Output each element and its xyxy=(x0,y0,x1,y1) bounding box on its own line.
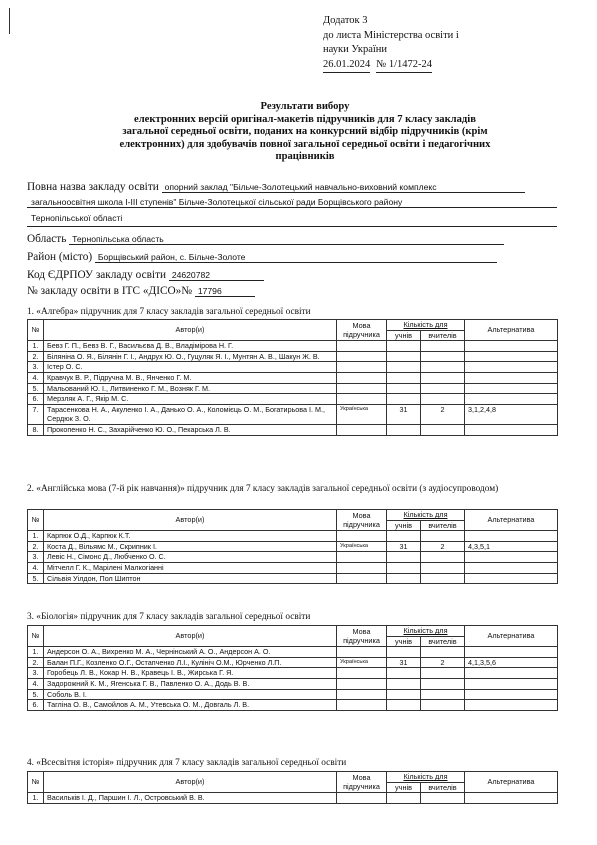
institution-name-field xyxy=(27,181,525,193)
row-students-count xyxy=(387,668,421,679)
row-students-count xyxy=(387,678,421,689)
addendum-line-3: науки України xyxy=(323,44,388,55)
row-number: 1. xyxy=(28,341,44,352)
row-alternative xyxy=(465,362,558,373)
header-language: Мова підручника xyxy=(337,772,387,793)
row-alternative xyxy=(465,531,558,542)
row-alternative xyxy=(465,383,558,394)
row-students-count xyxy=(387,531,421,542)
row-teachers-count xyxy=(421,341,465,352)
row-language xyxy=(337,351,387,362)
row-authors: Бевз Г. П., Бевз В. Г., Васильєва Д. В., Владімірова Н. Г. xyxy=(44,341,337,352)
row-authors: Левіс Н., Сімонс Д., Любченко О. С. xyxy=(44,552,337,563)
letter-reference xyxy=(323,58,459,74)
row-number: 3. xyxy=(28,362,44,373)
edrpou-field xyxy=(27,269,264,281)
row-teachers-count xyxy=(421,552,465,563)
oblast-label: Область xyxy=(27,233,67,245)
row-alternative: 4,3,5,1 xyxy=(465,541,558,552)
row-language: Українська xyxy=(337,657,387,668)
table-row xyxy=(28,689,558,700)
row-alternative xyxy=(465,668,558,679)
district-field xyxy=(27,251,497,263)
row-number: 1. xyxy=(28,647,44,658)
header-authors: Автор(и) xyxy=(44,320,337,341)
row-authors: Задорожний К. М., Ягенська Г. В., Павленко О. А., Додь В. В. xyxy=(44,678,337,689)
row-authors: Мерзляк А. Г., Якір М. С. xyxy=(44,394,337,405)
letter-date: 26.01.2024 xyxy=(323,58,370,74)
section-1-title: 1. «Алгебра» підручник для 7 класу закладів загальної середньої освіти xyxy=(27,307,311,317)
header-language: Мова підручника xyxy=(337,510,387,531)
row-teachers-count xyxy=(421,531,465,542)
row-number: 2. xyxy=(28,541,44,552)
row-alternative xyxy=(465,351,558,362)
header-quantity: Кількість для xyxy=(387,626,465,637)
row-alternative xyxy=(465,573,558,584)
row-language xyxy=(337,678,387,689)
row-alternative xyxy=(465,394,558,405)
row-students-count xyxy=(387,383,421,394)
row-teachers-count xyxy=(421,383,465,394)
header-language: Мова підручника xyxy=(337,320,387,341)
addendum-line-2: до листа Міністерства освіти і xyxy=(323,29,459,41)
row-language xyxy=(337,793,387,804)
header-students: учнів xyxy=(387,782,421,793)
header-num: № xyxy=(28,510,44,531)
header-teachers: вчителів xyxy=(421,782,465,793)
title-line-1: Результати вибору xyxy=(260,101,350,112)
row-students-count xyxy=(387,793,421,804)
row-students-count xyxy=(387,372,421,383)
row-alternative xyxy=(465,372,558,383)
header-quantity: Кількість для xyxy=(387,772,465,783)
document-title xyxy=(55,101,555,164)
row-alternative xyxy=(465,562,558,573)
section-4-title: 4. «Всесвітня історія» підручник для 7 класу закладів загальної середньої освіти xyxy=(27,758,347,768)
table-row xyxy=(28,383,558,394)
header-authors: Автор(и) xyxy=(44,510,337,531)
row-number: 7. xyxy=(28,404,44,424)
row-authors: Кравчук В. Р., Підручна М. В., Янченко Г. М. xyxy=(44,372,337,383)
row-language xyxy=(337,647,387,658)
row-teachers-count xyxy=(421,424,465,435)
table-row xyxy=(28,657,558,668)
row-teachers-count xyxy=(421,372,465,383)
row-authors: Горобець Л. В., Кокар Н. В., Кравець І. В., Жирська Г. Я. xyxy=(44,668,337,679)
row-number: 5. xyxy=(28,383,44,394)
table-row xyxy=(28,700,558,711)
page-margin-mark xyxy=(9,8,10,34)
table-row xyxy=(28,573,558,584)
row-number: 3. xyxy=(28,552,44,563)
title-line-3: загальної середньої освіти, поданих на конкурсний відбір підручників (крім xyxy=(122,126,488,138)
table-row xyxy=(28,341,558,352)
row-alternative xyxy=(465,678,558,689)
row-students-count xyxy=(387,700,421,711)
header-num: № xyxy=(28,320,44,341)
row-teachers-count xyxy=(421,362,465,373)
row-number: 6. xyxy=(28,700,44,711)
header-teachers: вчителів xyxy=(421,520,465,531)
section-2-title: 2. «Англійська мова (7-й рік навчання)» підручник для 7 класу закладів загальної середньої освіти (з аудіосупроводом) xyxy=(27,484,499,494)
header-teachers: вчителів xyxy=(421,330,465,341)
row-students-count xyxy=(387,647,421,658)
row-alternative xyxy=(465,552,558,563)
header-num: № xyxy=(28,626,44,647)
row-students-count xyxy=(387,341,421,352)
section-2-table xyxy=(27,509,558,584)
header-alternative: Альтернатива xyxy=(465,320,558,341)
row-number: 6. xyxy=(28,394,44,405)
row-teachers-count: 2 xyxy=(421,404,465,424)
header-authors: Автор(и) xyxy=(44,626,337,647)
row-authors: Тарасенкова Н. А., Акуленко І. А., Данько О. А., Коломієць О. М., Богатирьова І. М., Сердюк З. О. xyxy=(44,404,337,424)
row-authors: Васильків І. Д., Паршин І. Л., Островський В. В. xyxy=(44,793,337,804)
row-alternative xyxy=(465,424,558,435)
row-alternative xyxy=(465,689,558,700)
institution-name-value-3: Тернопільської області xyxy=(31,213,123,223)
table-header-row xyxy=(28,626,558,637)
row-alternative xyxy=(465,700,558,711)
row-authors: Істер О. С. xyxy=(44,362,337,373)
its-value: 17796 xyxy=(195,286,255,297)
table-row xyxy=(28,372,558,383)
oblast-value: Тернопільська область xyxy=(69,234,504,245)
header-students: учнів xyxy=(387,636,421,647)
row-students-count xyxy=(387,362,421,373)
row-teachers-count xyxy=(421,562,465,573)
row-language xyxy=(337,562,387,573)
row-authors: Мальований Ю. І., Литвиненко Г. М., Возняк Г. М. xyxy=(44,383,337,394)
header-teachers: вчителів xyxy=(421,636,465,647)
table-row xyxy=(28,552,558,563)
row-number: 5. xyxy=(28,573,44,584)
row-number: 2. xyxy=(28,351,44,362)
row-alternative: 3,1,2,4,8 xyxy=(465,404,558,424)
district-label: Район (місто) xyxy=(27,251,93,263)
table-row xyxy=(28,562,558,573)
letter-number: № 1/1472-24 xyxy=(376,58,432,74)
section-1-table xyxy=(27,319,558,436)
row-students-count: 31 xyxy=(387,541,421,552)
addendum-line-1: Додаток 3 xyxy=(323,15,368,26)
section-4-table xyxy=(27,771,558,804)
row-authors: Сільвія Уілдон, Пол Шиптон xyxy=(44,573,337,584)
row-language xyxy=(337,668,387,679)
header-students: учнів xyxy=(387,330,421,341)
header-authors: Автор(и) xyxy=(44,772,337,793)
table-header-row xyxy=(28,772,558,783)
row-teachers-count xyxy=(421,573,465,584)
row-students-count xyxy=(387,394,421,405)
table-row xyxy=(28,793,558,804)
table-row xyxy=(28,678,558,689)
row-authors: Коста Д., Вільямс М., Скрипник І. xyxy=(44,541,337,552)
row-students-count xyxy=(387,562,421,573)
row-language xyxy=(337,394,387,405)
row-authors: Біляніна О. Я., Білянін Г. І., Андрух Ю. О., Гуцуляк Я. І., Мунтян А. В., Шакун Ж. В. xyxy=(44,351,337,362)
table-header-row xyxy=(28,320,558,331)
row-teachers-count xyxy=(421,351,465,362)
institution-name-rule xyxy=(27,226,557,227)
row-alternative xyxy=(465,647,558,658)
table-header-row xyxy=(28,510,558,521)
row-number: 1. xyxy=(28,531,44,542)
row-language: Українська xyxy=(337,404,387,424)
row-language xyxy=(337,552,387,563)
table-row xyxy=(28,668,558,679)
row-language xyxy=(337,700,387,711)
institution-name-label: Повна назва закладу освіти xyxy=(27,181,159,193)
row-teachers-count xyxy=(421,689,465,700)
row-alternative xyxy=(465,793,558,804)
row-students-count: 31 xyxy=(387,404,421,424)
row-language: Українська xyxy=(337,541,387,552)
row-authors: Балан П.Г., Козленко О.Г., Остапченко Л.І., Кулініч О.М., Юрченко Л.П. xyxy=(44,657,337,668)
row-number: 4. xyxy=(28,562,44,573)
row-teachers-count xyxy=(421,678,465,689)
row-alternative: 4,1,3,5,6 xyxy=(465,657,558,668)
row-language xyxy=(337,424,387,435)
table-row xyxy=(28,647,558,658)
table-row xyxy=(28,424,558,435)
row-language xyxy=(337,531,387,542)
row-alternative xyxy=(465,341,558,352)
row-teachers-count xyxy=(421,394,465,405)
row-students-count xyxy=(387,689,421,700)
header-quantity: Кількість для xyxy=(387,320,465,331)
table-row xyxy=(28,531,558,542)
title-line-5: працівників xyxy=(275,151,335,163)
row-number: 2. xyxy=(28,657,44,668)
row-language xyxy=(337,689,387,700)
its-field xyxy=(27,285,255,297)
row-number: 5. xyxy=(28,689,44,700)
institution-name-value-2: загальноосвітня школа І-ІІІ ступенів" Більче-Золотецької сільської ради Борщівського району xyxy=(27,197,557,208)
title-line-4: електронних) для здобувачів повної загальної середньої освіти і педагогічних xyxy=(119,138,491,150)
edrpou-value: 24620782 xyxy=(169,270,264,281)
row-number: 1. xyxy=(28,793,44,804)
addendum-block xyxy=(323,14,459,73)
header-alternative: Альтернатива xyxy=(465,626,558,647)
row-number: 4. xyxy=(28,678,44,689)
row-authors: Прокопенко Н. С., Захарійченко Ю. О., Пекарська Л. В. xyxy=(44,424,337,435)
header-alternative: Альтернатива xyxy=(465,510,558,531)
row-teachers-count xyxy=(421,793,465,804)
row-authors: Тагліна О. В., Самойлов А. М., Утевська О. М., Довгаль Л. В. xyxy=(44,700,337,711)
edrpou-label: Код ЄДРПОУ закладу освіти xyxy=(27,269,167,281)
row-students-count: 31 xyxy=(387,657,421,668)
row-number: 8. xyxy=(28,424,44,435)
header-alternative: Альтернатива xyxy=(465,772,558,793)
row-students-count xyxy=(387,424,421,435)
row-teachers-count xyxy=(421,700,465,711)
table-row xyxy=(28,351,558,362)
table-row xyxy=(28,362,558,373)
table-row xyxy=(28,404,558,424)
header-quantity: Кількість для xyxy=(387,510,465,521)
table-row xyxy=(28,541,558,552)
header-students: учнів xyxy=(387,520,421,531)
district-value: Борщівський район, с. Більче-Золоте xyxy=(95,252,497,263)
section-3-table xyxy=(27,625,558,711)
institution-name-value-1: опорний заклад "Більче-Золотецький навчально-виховний комплекс xyxy=(162,182,525,193)
row-students-count xyxy=(387,552,421,563)
row-language xyxy=(337,362,387,373)
title-line-2: електронних версій оригінал-макетів підручників для 7 класу закладів xyxy=(134,113,476,125)
row-language xyxy=(337,341,387,352)
row-authors: Соболь В. І. xyxy=(44,689,337,700)
row-language xyxy=(337,372,387,383)
header-num: № xyxy=(28,772,44,793)
row-teachers-count: 2 xyxy=(421,657,465,668)
row-students-count xyxy=(387,573,421,584)
row-number: 4. xyxy=(28,372,44,383)
row-teachers-count xyxy=(421,668,465,679)
its-label: № закладу освіти в ІТС «ДІСО»№ xyxy=(27,285,193,297)
row-number: 3. xyxy=(28,668,44,679)
row-language xyxy=(337,383,387,394)
row-teachers-count: 2 xyxy=(421,541,465,552)
header-language: Мова підручника xyxy=(337,626,387,647)
row-authors: Мітчелл Г. К., Марілені Малкогіанні xyxy=(44,562,337,573)
row-authors: Андерсон О. А., Вихренко М. А., Чернінський А. О., Андерсон А. О. xyxy=(44,647,337,658)
table-row xyxy=(28,394,558,405)
row-language xyxy=(337,573,387,584)
row-teachers-count xyxy=(421,647,465,658)
oblast-field xyxy=(27,233,504,245)
section-3-title: 3. «Біологія» підручник для 7 класу закладів загальної середньої освіти xyxy=(27,612,311,622)
row-students-count xyxy=(387,351,421,362)
row-authors: Карпюк О.Д., Карпюк К.Т. xyxy=(44,531,337,542)
